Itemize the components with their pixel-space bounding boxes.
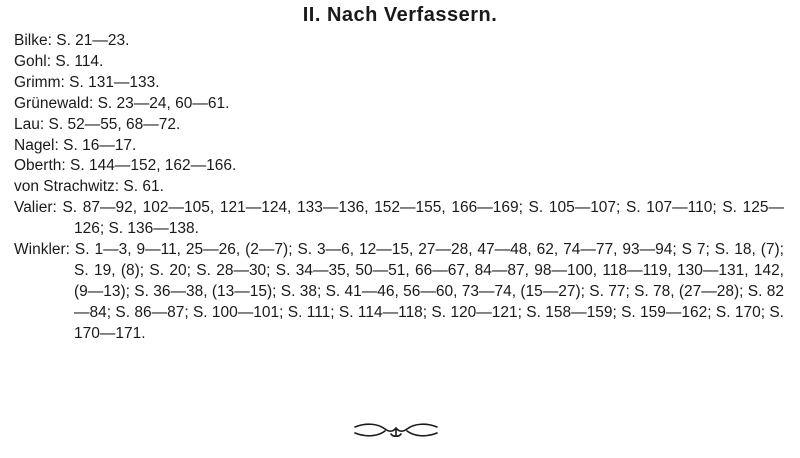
page-references: S. 131—133. <box>69 73 160 91</box>
page-references: S. 87—92, 102—105, 121—124, 133—136, 152—155, 166—169; S. 105—107; S. 107—110; S. 125—126; S. 136—138. <box>62 199 784 238</box>
page-references: S. 23—24, 60—61. <box>97 94 230 112</box>
author-name: von Strachwitz <box>14 178 115 196</box>
author-name: Bilke <box>14 32 48 49</box>
author-name: Nagel <box>14 136 55 154</box>
decorative-flourish-icon <box>353 420 439 440</box>
page-references: S. 1—3, 9—11, 25—26, (2—7); S. 3—6, 12—15, 27—28, 47—48, 62, 74—77, 93—94; S 7; S. 18, (7); S. 19, (8); S. 20; S. 28—30; S. 34—35, 50—51, 66—67, 84—87, 98—100, 118—119, 130—131, 142, (9—13); S. 36—38, (13—15); S. 38; S. 41—46, 56—60, 73—74, (15—27); S. 77; S. 78, (27—28); S. 82—84; S. 86—87; S. 100—101; S. 111; S. 114—118; S. 120—121; S. 158—159; S. 159—162; S. 170; S. 170—171. <box>74 241 784 342</box>
page-references: S. 52—55, 68—72. <box>48 115 181 133</box>
author-name: Gohl <box>14 52 47 70</box>
index-entry-winkler: Winkler: S. 1—3, 9—11, 25—26, (2—7); S. 3—6, 12—15, 27—28, 47—48, 62, 74—77, 93—94; S 7; S. 18, (7); S. 19, (8); S. 20; S. 28—30; S. 34—35, 50—51, 66—67, 84—87, 98—100, 118—119, 130—131, 142, (9—13); S. 36—38, (13—15); S. 38; S. 41—46, 56—60, 73—74, (15—27); S. 77; S. 78, (27—28); S. 82—84; S. 86—87; S. 100—101; S. 111; S. 114—118; S. 120—121; S. 158—159; S. 159—162; S. 170; S. 170—171. <box>14 241 784 342</box>
page-references: S. 144—152, 162—166. <box>70 157 237 175</box>
index-entry-oberth: Oberth: S. 144—152, 162—166. <box>14 157 237 175</box>
index-entry-gruenewald: Grünewald: S. 23—24, 60—61. <box>14 94 230 112</box>
page-references: S. 21—23. <box>56 32 130 49</box>
author-name: Grimm <box>14 73 61 91</box>
index-entry-valier: Valier: S. 87—92, 102—105, 121—124, 133—136, 152—155, 166—169; S. 105—107; S. 107—110; S. 125—126; S. 136—138. <box>14 199 784 238</box>
index-entry-bilke: Bilke: S. 21—23. <box>14 32 130 49</box>
index-entry-grimm: Grimm: S. 131—133. <box>14 73 160 91</box>
index-entry-strachwitz: von Strachwitz: S. 61. <box>14 178 164 196</box>
author-name: Winkler <box>14 241 66 259</box>
index-entry-nagel: Nagel: S. 16—17. <box>14 136 137 154</box>
author-name: Oberth <box>14 157 62 175</box>
page-references: S. 16—17. <box>63 136 137 154</box>
author-name: Lau <box>14 115 40 133</box>
author-name: Valier <box>14 199 53 217</box>
author-name: Grünewald <box>14 94 89 112</box>
index-entry-lau: Lau: S. 52—55, 68—72. <box>14 115 181 133</box>
index-entry-gohl: Gohl: S. 114. <box>14 52 104 70</box>
page-references: S. 114. <box>55 52 104 70</box>
page-references: S. 61. <box>123 178 164 196</box>
author-index-list <box>14 31 784 345</box>
section-heading: II. Nach Verfassern. <box>302 4 498 26</box>
